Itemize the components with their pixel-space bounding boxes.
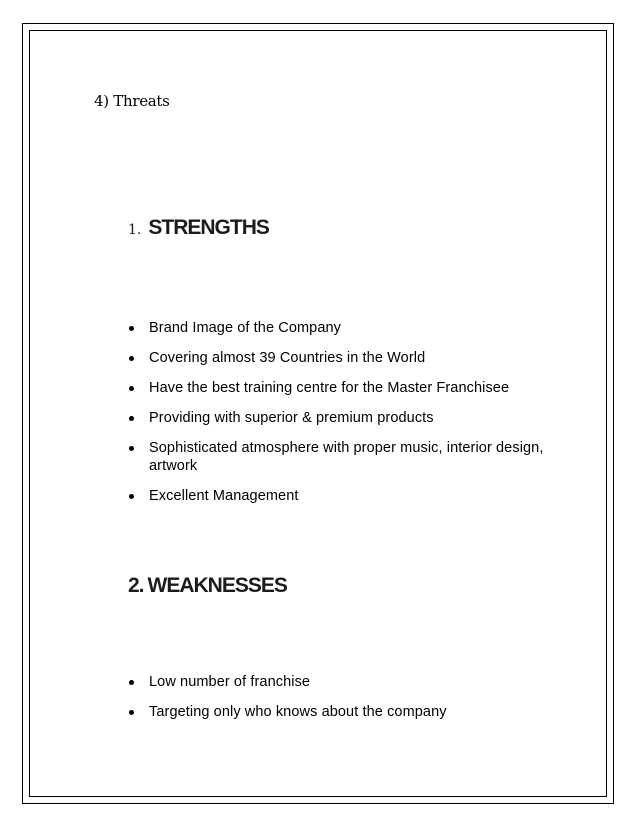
bullet-icon — [129, 326, 134, 331]
bullet-icon — [129, 710, 134, 715]
bullet-icon — [129, 446, 134, 451]
list-item-text: Have the best training centre for the Master Franchisee — [149, 380, 510, 396]
bullet-icon — [129, 416, 134, 421]
strengths-heading — [128, 216, 269, 240]
list-item-text: Low number of franchise — [149, 674, 311, 690]
list-item — [128, 379, 568, 397]
strengths-title: STRENGTHS — [148, 216, 269, 239]
list-item — [128, 487, 568, 505]
bullet-icon — [129, 680, 134, 685]
list-item — [128, 409, 568, 427]
list-item — [128, 349, 568, 367]
weaknesses-title: WEAKNESSES — [147, 574, 287, 597]
weaknesses-list — [128, 673, 568, 733]
threats-heading: 4) Threats — [94, 92, 170, 110]
bullet-icon — [129, 494, 134, 499]
list-item — [128, 673, 568, 691]
list-item-text: Sophisticated atmosphere with proper music, interior design, artwork — [149, 440, 544, 474]
list-item-text: Covering almost 39 Countries in the World — [149, 350, 426, 366]
list-item-text: Providing with superior & premium products — [149, 410, 434, 426]
list-item — [128, 439, 568, 475]
weaknesses-heading — [128, 574, 287, 598]
weaknesses-number: 2. — [128, 574, 144, 597]
list-item-text: Excellent Management — [149, 488, 299, 504]
bullet-icon — [129, 356, 134, 361]
list-item — [128, 319, 568, 337]
bullet-icon — [129, 386, 134, 391]
list-item-text: Targeting only who knows about the company — [149, 704, 447, 720]
strengths-number: 1. — [128, 222, 142, 238]
list-item — [128, 703, 568, 721]
strengths-list — [128, 319, 568, 517]
list-item-text: Brand Image of the Company — [149, 320, 342, 336]
